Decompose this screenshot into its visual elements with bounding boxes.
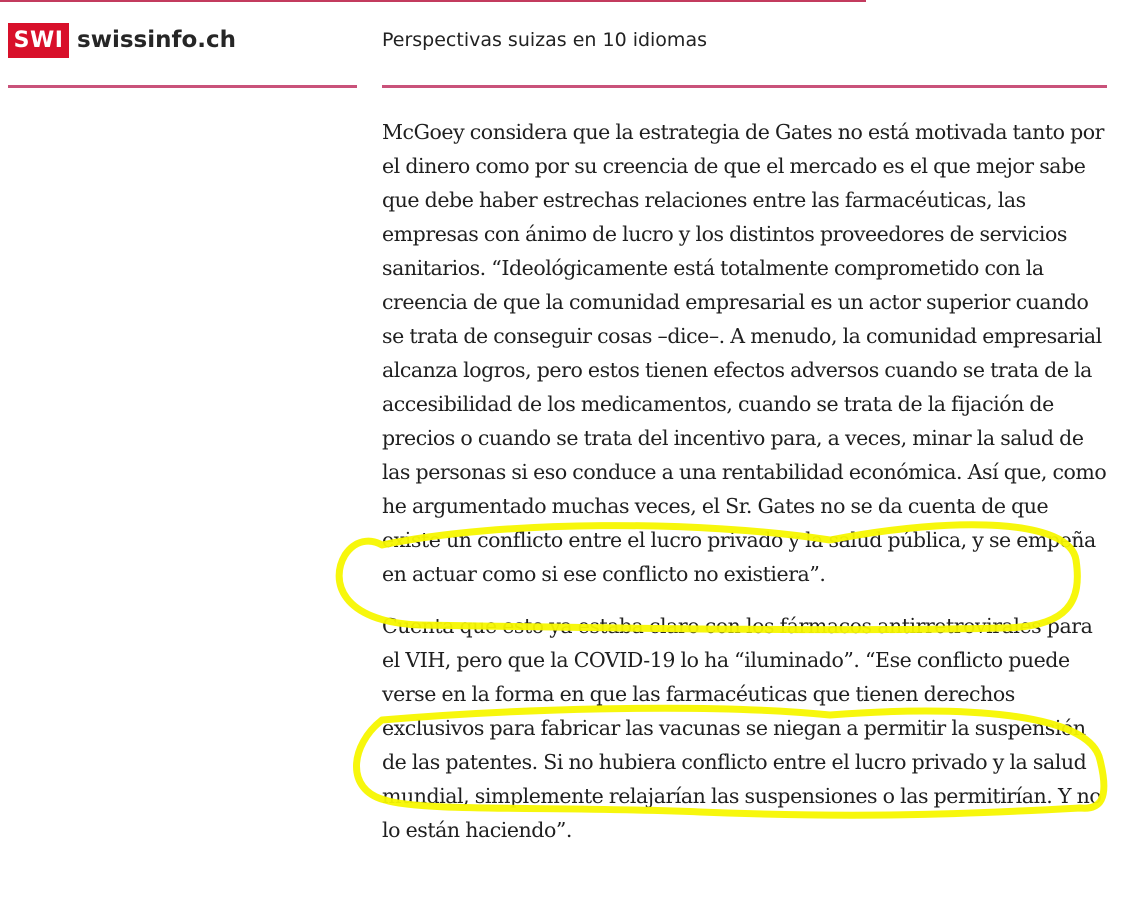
swi-logo-badge[interactable]: SWI (8, 23, 69, 58)
article-paragraph-1: McGoey considera que la estrategia de Gates no está motivada tanto por el dinero como por su creencia de que el mercado es el que mejor sabe que debe haber estrechas relaciones entre las farmacéuticas, las empresas con ánimo de lucro y los distintos proveedores de servicios sanitarios. “Ideológicamente está totalmente comprometido con la creencia de que la comunidad empresarial es un actor superior cuando se trata de conseguir cosas –dice–. A menudo, la comunidad empresarial alcanza logros, pero estos tienen efectos adversos cuando se trata de la accesibilidad de los medicamentos, cuando se trata de la fijación de precios o cuando se trata del incentivo para, a veces, minar la salud de las personas si eso conduce a una rentabilidad económica. Así que, como he argumentado muchas veces, el Sr. Gates no se da cuenta de que existe un conflicto entre el lucro privado y la salud pública, y se empeña en actuar como si ese conflicto no existiera”. (382, 120, 1107, 586)
article-body (382, 115, 1107, 865)
site-header (0, 0, 1122, 90)
header-divider-left (8, 85, 357, 88)
site-name-logo[interactable]: swissinfo.ch (77, 27, 237, 53)
article-paragraph-2: Cuenta que esto ya estaba claro con los fármacos antirretrovirales para el VIH, pero que la COVID-19 lo ha “iluminado”. “Ese conflicto puede verse en la forma en que las farmacéuticas que tienen derechos exclusivos para fabricar las vacunas se niegan a permitir la suspensión de las patentes. Si no hubiera conflicto entre el lucro privado y la salud mundial, simplemente relajarían las suspensiones o las permitirían. Y no lo están haciendo”. (382, 614, 1102, 842)
header-divider-right (382, 85, 1107, 88)
site-tagline: Perspectivas suizas en 10 idiomas (382, 29, 707, 51)
